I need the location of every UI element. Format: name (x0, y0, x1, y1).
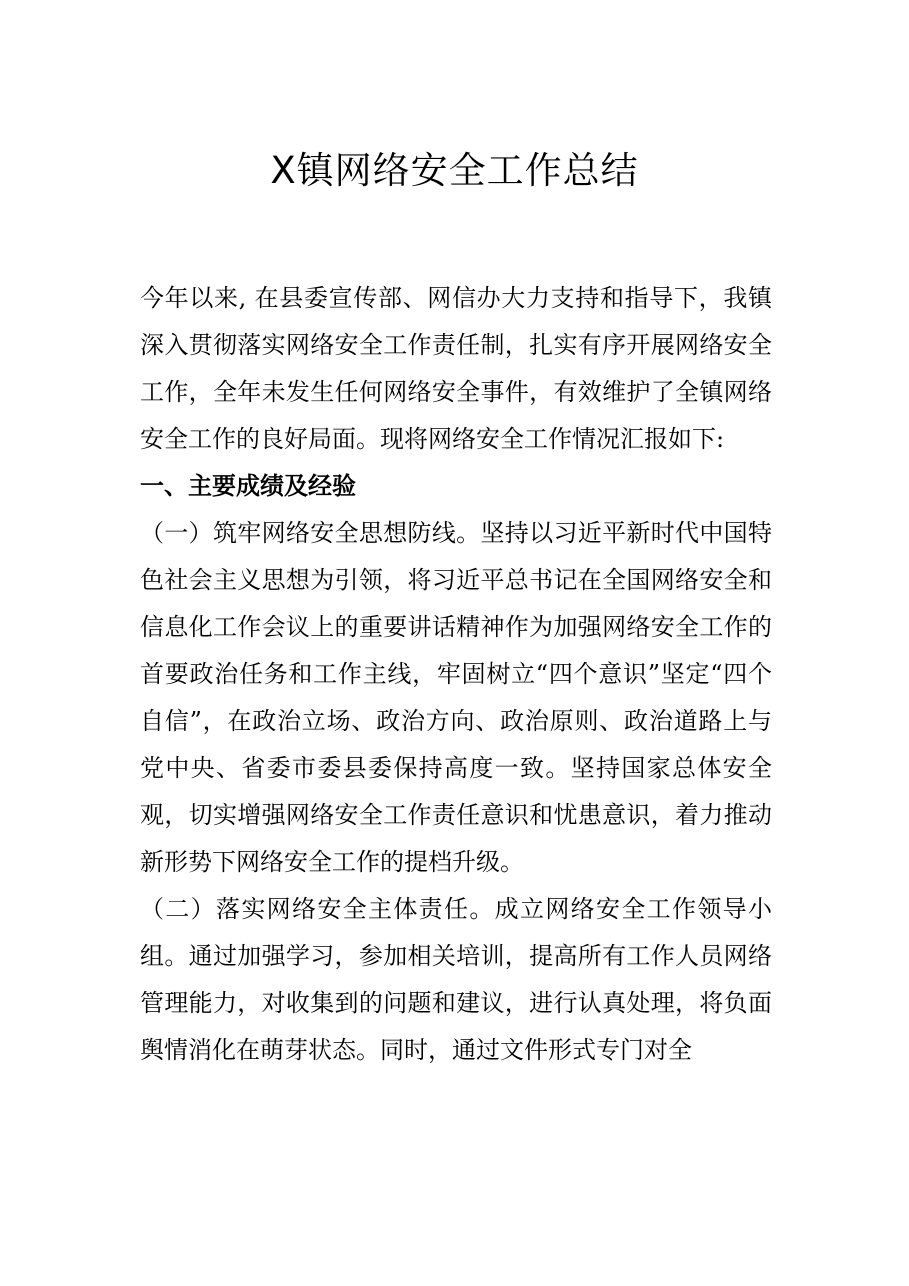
document-body (140, 275, 772, 1074)
item-paragraph-2: （二）落实网络安全主体责任。成立网络安全工作领导小组。通过加强学习，参加相关培训，提高所有工作人员网络管理能力，对收集到的问题和建议，进行认真处理，将负面舆情消化在萌芽状态。同时，通过文件形式专门对全 (140, 895, 772, 1064)
document-title: X镇网络安全工作总结 (270, 149, 639, 192)
intro-paragraph: 今年以来, 在县委宣传部、网信办大力支持和指导下，我镇深入贯彻落实网络安全工作责任制，扎实有序开展网络安全工作，全年未发生任何网络安全事件，有效维护了全镇网络安全工作的良好局面。现将网络安全工作情况汇报如下: (140, 284, 772, 453)
section-heading: 一、主要成绩及经验 (140, 472, 356, 500)
item-paragraph-1: （一）筑牢网络安全思想防线。坚持以习近平新时代中国特色社会主义思想为引领，将习近平总书记在全国网络安全和信息化工作会议上的重要讲话精神作为加强网络安全工作的首要政治任务和工作主线，牢固树立“四个意识”坚定“四个自信”，在政治立场、政治方向、政治原则、政治道路上与党中央、省委市委县委保持高度一致。坚持国家总体安全观，切实增强网络安全工作责任意识和忧患意识，着力推动新形势下网络安全工作的提档升级。 (140, 519, 772, 876)
